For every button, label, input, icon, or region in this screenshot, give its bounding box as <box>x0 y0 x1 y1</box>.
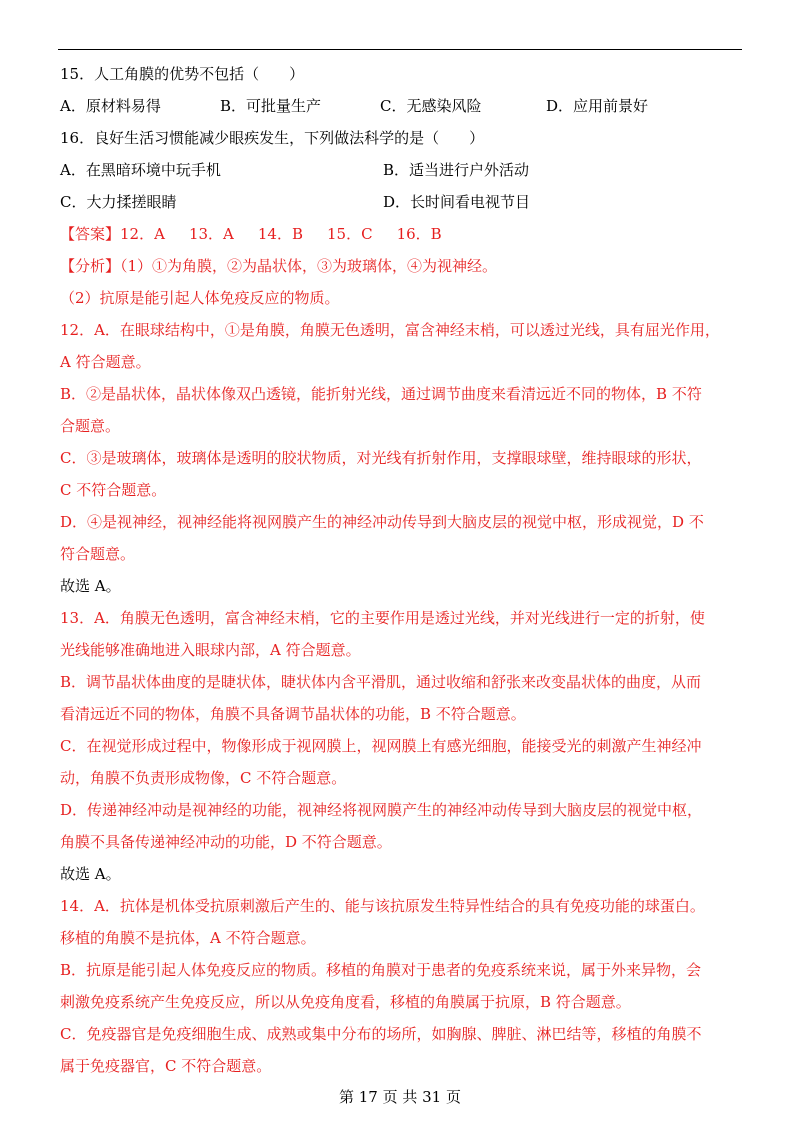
answer-item: 15．C <box>326 225 373 243</box>
q16-option-b: B．适当进行户外活动 <box>383 161 530 179</box>
q14-a-line-1: 14．A．抗体是机体受抗原刺激后产生的、能与该抗原发生特异性结合的具有免疫功能的球蛋白。 <box>60 897 705 915</box>
q12-b-line-2: 合题意。 <box>60 417 121 435</box>
q13-a-line-2: 光线能够准确地进入眼球内部，A 符合题意。 <box>60 641 361 659</box>
q15-option-c: C．无感染风险 <box>380 97 482 115</box>
analysis-line-2: （2）抗原是能引起人体免疫反应的物质。 <box>60 289 340 307</box>
q12-b-line-1: B．②是晶状体，晶状体像双凸透镜，能折射光线，通过调节曲度来看清远近不同的物体，B 不符 <box>60 385 702 403</box>
q12-conclusion: 故选 A。 <box>60 577 121 595</box>
q13-conclusion: 故选 A。 <box>60 865 121 883</box>
q14-b-line-1: B．抗原是能引起人体免疫反应的物质。移植的角膜对于患者的免疫系统来说，属于外来异物，会 <box>60 961 702 979</box>
q12-a-line-2: A 符合题意。 <box>60 353 151 371</box>
q12-d-line-2: 符合题意。 <box>60 545 136 563</box>
answer-item: 13．A <box>188 225 234 243</box>
q12-d-line-1: D．④是视神经，视神经能将视网膜产生的神经冲动传导到大脑皮层的视觉中枢，形成视觉，D 不 <box>60 513 704 531</box>
answer-item: 16．B <box>396 225 442 243</box>
q13-a-line-1: 13．A．角膜无色透明，富含神经末梢，它的主要作用是透过光线，并对光线进行一定的折射，使 <box>60 609 705 627</box>
page-content <box>60 58 744 1082</box>
q14-a-line-2: 移植的角膜不是抗体，A 不符合题意。 <box>60 929 316 947</box>
header-rule <box>58 49 742 50</box>
q16-option-a: A．在黑暗环境中玩手机 <box>60 161 221 179</box>
q16-option-d: D．长时间看电视节目 <box>383 193 531 211</box>
question-16-options-row2 <box>60 186 744 218</box>
answer-item: 12．A <box>120 225 165 243</box>
question-16-stem: 16．良好生活习惯能减少眼疾发生，下列做法科学的是（ ） <box>60 129 485 147</box>
q15-option-d: D．应用前景好 <box>546 97 649 115</box>
answer-line <box>60 218 744 250</box>
q14-b-line-2: 刺激免疫系统产生免疫反应，所以从免疫角度看，移植的角膜属于抗原，B 符合题意。 <box>60 993 631 1011</box>
q12-c-line-1: C．③是玻璃体，玻璃体是透明的胶状物质，对光线有折射作用，支撑眼球壁，维持眼球的形状， <box>60 449 702 467</box>
q15-option-b: B．可批量生产 <box>220 97 322 115</box>
analysis-line-1 <box>60 250 744 282</box>
q13-c-line-1: C．在视觉形成过程中，物像形成于视网膜上，视网膜上有感光细胞，能接受光的刺激产生神经冲 <box>60 737 702 755</box>
q12-c-line-2: C 不符合题意。 <box>60 481 167 499</box>
q13-b-line-2: 看清远近不同的物体，角膜不具备调节晶状体的功能，B 不符合题意。 <box>60 705 526 723</box>
q13-d-line-1: D．传递神经冲动是视神经的功能，视神经将视网膜产生的神经冲动传导到大脑皮层的视觉中枢， <box>60 801 703 819</box>
question-15-stem: 15．人工角膜的优势不包括（ ） <box>60 65 305 83</box>
analysis-label: 【分析】 <box>60 257 121 275</box>
answer-label: 【答案】 <box>60 225 121 243</box>
q14-c-line-1: C．免疫器官是免疫细胞生成、成熟或集中分布的场所，如胸腺、脾脏、淋巴结等，移植的角膜不 <box>60 1025 702 1043</box>
q12-a-line-1: 12．A．在眼球结构中，①是角膜，角膜无色透明，富含神经末梢，可以透过光线，具有屈光作用， <box>60 321 720 339</box>
q15-option-a: A．原材料易得 <box>60 97 161 115</box>
q13-c-line-2: 动，角膜不负责形成物像，C 不符合题意。 <box>60 769 347 787</box>
q16-option-c: C．大力揉搓眼睛 <box>60 193 177 211</box>
q13-b-line-1: B．调节晶状体曲度的是睫状体，睫状体内含平滑肌，通过收缩和舒张来改变晶状体的曲度，从而 <box>60 673 702 691</box>
analysis-text-1: （1）①为角膜，②为晶状体，③为玻璃体，④为视神经。 <box>120 257 498 275</box>
page-footer: 第 17 页 共 31 页 <box>338 1088 461 1106</box>
question-15-options <box>60 90 744 122</box>
q13-d-line-2: 角膜不具备传递神经冲动的功能，D 不符合题意。 <box>60 833 392 851</box>
q14-c-line-2: 属于免疫器官，C 不符合题意。 <box>60 1057 272 1075</box>
question-16-options-row1 <box>60 154 744 186</box>
answer-item: 14．B <box>257 225 303 243</box>
